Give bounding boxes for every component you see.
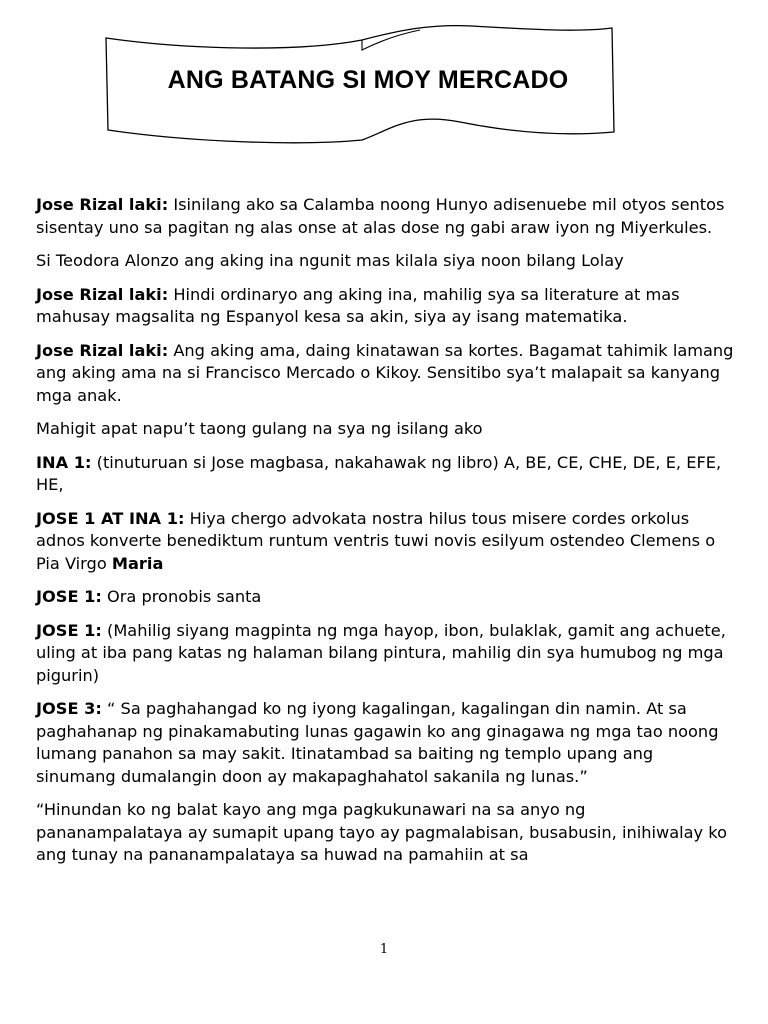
page-number: 1 (379, 942, 389, 957)
dialogue-text: (tinuturuan si Jose magbasa, nakahawak ng libro) A, BE, CE, CHE, DE, E, EFE, HE, (36, 452, 722, 494)
dialogue-text: Ora pronobis santa (101, 587, 262, 606)
speaker-label: Jose Rizal laki: (36, 195, 169, 214)
script-paragraph (36, 418, 736, 441)
speaker-label: INA 1: (36, 452, 92, 472)
speaker-label: JOSE 1: (36, 620, 102, 640)
script-paragraph (36, 194, 736, 239)
speaker-label: JOSE 1: (36, 587, 102, 606)
dialogue-emphasis: Maria (111, 553, 164, 573)
script-paragraph (36, 340, 736, 408)
script-paragraph (36, 452, 736, 497)
speaker-label: Jose Rizal laki: (36, 284, 169, 304)
script-paragraph (36, 698, 736, 788)
dialogue-text: “ Sa paghahangad ko ng iyong kagalingan, kagalingan din namin. At sa paghahanap ng pinakamabuting lunas gagawin ko ang ginagawa ng mga tao noong lumang panahon sa may sakit. Itinatambad sa baiting ng templo upang ang sinumang dumalangin doon ay makapaghahatol sakanila ng lunas.” (36, 699, 719, 786)
script-paragraph (36, 620, 736, 688)
speaker-label: JOSE 3: (36, 699, 102, 718)
speaker-label: Jose Rizal laki: (36, 340, 169, 360)
speaker-label: JOSE 1 AT INA 1: (36, 508, 185, 528)
dialogue-text: Mahigit apat napu’t taong gulang na sya ng isilang ako (36, 419, 483, 438)
dialogue-text: Isinilang ako sa Calamba noong Hunyo adisenuebe mil otyos sentos sisentay uno sa pagitan ng alas onse at alas dose ng gabi araw iyon ng Miyerkules. (36, 195, 725, 237)
script-body (36, 194, 736, 878)
dialogue-text: Hindi ordinaryo ang aking ina, mahilig sya sa literature at mas mahusay magsalita ng Espanyol kesa sa akin, siya ay isang matematika. (36, 284, 680, 326)
script-paragraph (36, 284, 736, 329)
script-paragraph (36, 508, 736, 576)
title-banner (100, 22, 620, 144)
dialogue-text: Ang aking ama, daing kinatawan sa kortes. Bagamat tahimik lamang ang aking ama na si Francisco Mercado o Kikoy. Sensitibo sya’t malapait sa kanyang mga anak. (36, 340, 734, 405)
script-paragraph (36, 799, 736, 867)
dialogue-text: Si Teodora Alonzo ang aking ina ngunit mas kilala siya noon bilang Lolay (36, 251, 624, 270)
dialogue-text: Hiya chergo advokata nostra hilus tous misere cordes orkolus adnos konverte benediktum runtum ventris tuwi novis esilyum ostendeo Clemens o Pia Virgo (36, 508, 716, 573)
dialogue-text: “Hinundan ko ng balat kayo ang mga pagkukunawari na sa anyo ng pananampalataya ay sumapit upang tayo ay pagmalabisan, busabusin, inihiwalay ko ang tunay na pananampalataya sa huwad na pamahiin at sa (36, 800, 727, 864)
script-paragraph (36, 586, 736, 609)
script-paragraph (36, 250, 736, 273)
dialogue-text: (Mahilig siyang magpinta ng mga hayop, ibon, bulaklak, gamit ang achuete, uling at iba pang katas ng halaman bilang pintura, mahilig din sya humubog ng mga pigurin) (36, 620, 726, 685)
document-title: ANG BATANG SI MOY MERCADO (167, 66, 569, 94)
